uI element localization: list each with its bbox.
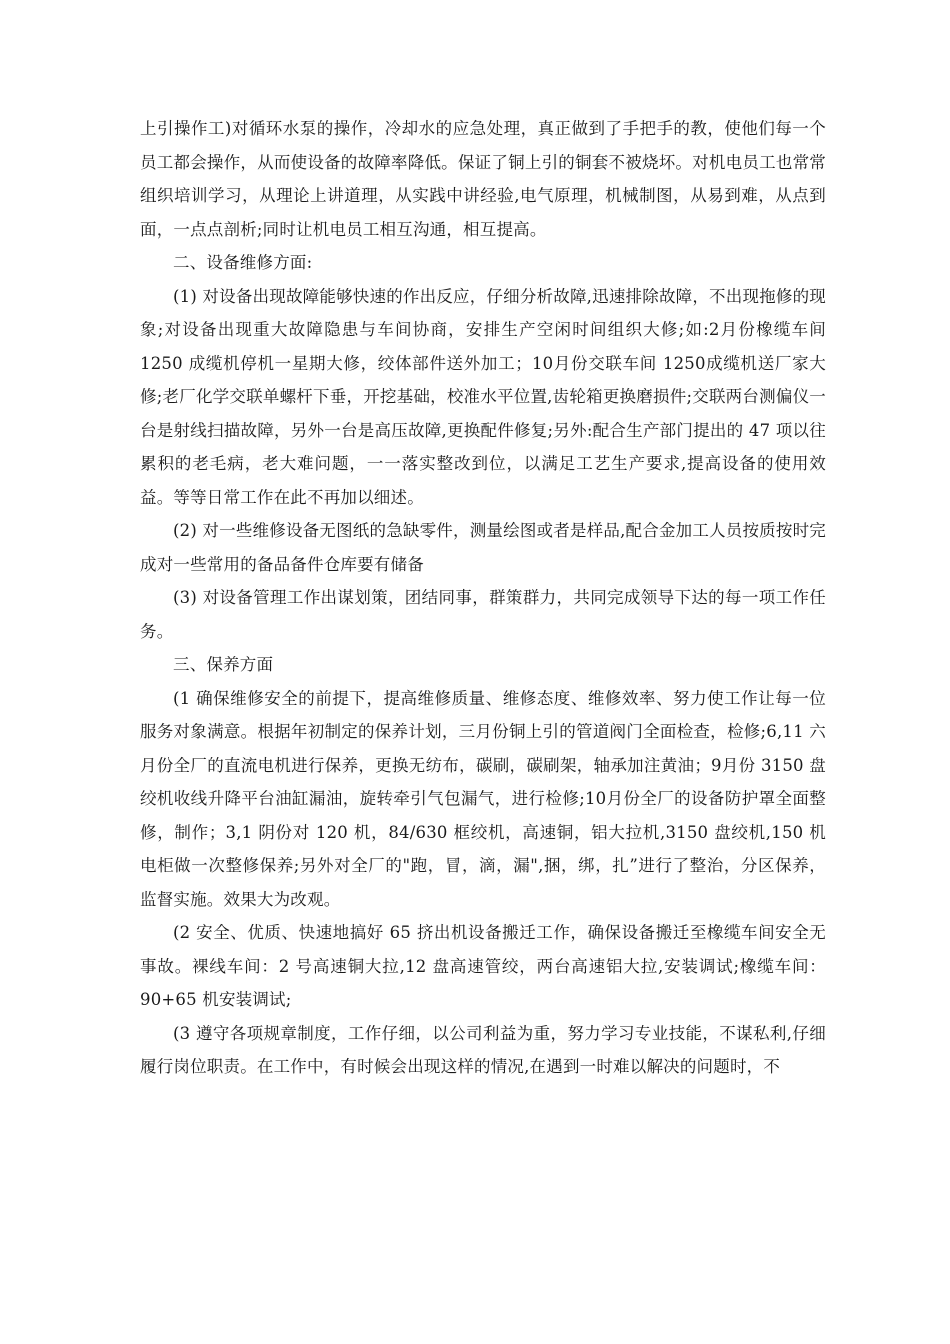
paragraph-upkeep-3: (3 遵守各项规章制度，工作仔细，以公司利益为重，努力学习专业技能，不谋私利,仔细履行岗位职责。在工作中，有时候会出现这样的情况,在遇到一时难以解决的问题时，不 — [140, 1023, 826, 1076]
section-heading-upkeep: 三、保养方面 — [173, 655, 274, 674]
paragraph-continuation: 上引操作工)对循环水泵的操作，冷却水的应急处理，真正做到了手把手的教，使他们每一个员工都会操作，从而使设备的故障率降低。保证了铜上引的铜套不被烧坏。对机电员工也常常组织培训学习，从理论上讲道理，从实践中讲经验,电气原理，机械制图，从易到难，从点到面，一点点剖析;同时让机电员工相互沟通，相互提高。 — [140, 119, 826, 239]
paragraph-upkeep-1: (1 确保维修安全的前提下，提高维修质量、维修态度、维修效率、努力使工作让每一位服务对象满意。根据年初制定的保养计划，三月份铜上引的管道阀门全面检查，检修;6,11 六月份全厂的直流电机进行保养，更换无纺布，碳刷，碳刷架，轴承加注黄油；9月份 3150 盘绞机收线升降平台油缸漏油，旋转牵引气包漏气，进行检修;10月份全厂的设备防护罩全面整修，制作；3,1 阴份对 120 机，84/630 框绞机，高速铜，铝大拉机,3150 盘绞机,150 机电柜做一次整修保养;另外对全厂的"跑，冒，滴，漏",捆，绑，扎”进行了整治，分区保养，监督实施。效果大为改观。 — [140, 688, 826, 909]
document-body — [140, 112, 826, 1084]
paragraph-maintenance-3: (3) 对设备管理工作出谋划策，团结同事，群策群力，共同完成领导下达的每一项工作任务。 — [140, 588, 826, 641]
paragraph-maintenance-1: (1) 对设备出现故障能够快速的作出反应，仔细分析故障,迅速排除故障，不出现拖修的现象;对设备出现重大故障隐患与车间协商，安排生产空闲时间组织大修;如:2月份橡缆车间 1250 成缆机停机一星期大修，绞体部件送外加工；10月份交联车间 1250成缆机送厂家大修;老厂化学交联单螺杆下垂，开挖基础，校准水平位置,齿轮箱更换磨损件;交联两台测偏仪一台是射线扫描故障，另外一台是高压故障,更换配件修复;另外:配合生产部门提出的 47 项以往累积的老毛病，老大难问题，一一落实整改到位，以满足工艺生产要求,提高设备的使用效益。等等日常工作在此不再加以细述。 — [140, 286, 826, 507]
section-heading-maintenance: 二、设备维修方面: — [173, 253, 313, 272]
paragraph-maintenance-2: (2) 对一些维修设备无图纸的急缺零件，测量绘图或者是样品,配合金加工人员按质按时完成对一些常用的备品备件仓库要有储备 — [140, 521, 826, 574]
paragraph-upkeep-2: (2 安全、优质、快速地搞好 65 挤出机设备搬迁工作，确保设备搬迁至橡缆车间安全无事故。裸线车间：2 号高速铜大拉,12 盘高速管绞，两台高速铝大拉,安装调试;橡缆车间：90+65 机安装调试; — [140, 923, 826, 1009]
